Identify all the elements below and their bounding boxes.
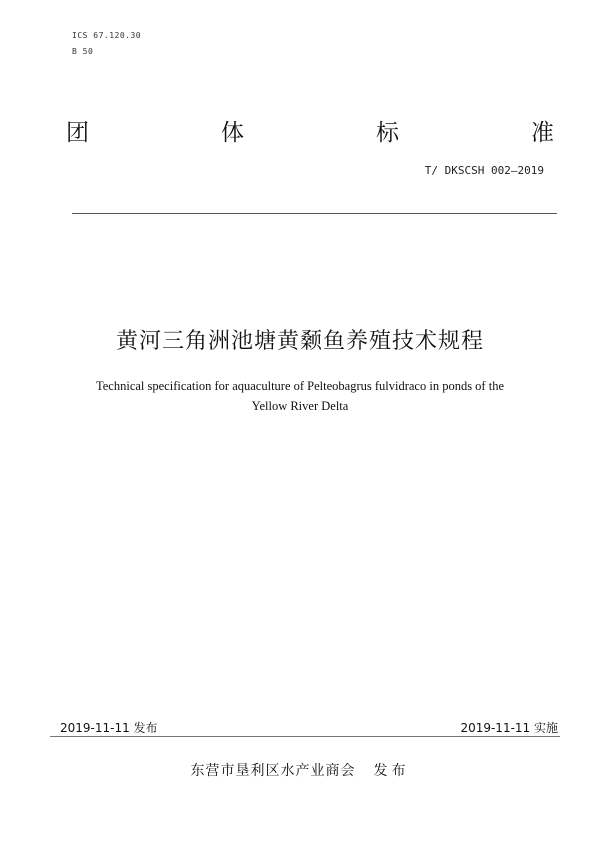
ccs-code: B 50 — [72, 47, 94, 56]
title-english — [60, 376, 540, 416]
publisher-action: 发布 — [373, 763, 410, 779]
heading-char: 团 — [66, 120, 89, 146]
heading-char: 准 — [531, 120, 554, 146]
document-type-heading — [66, 114, 554, 147]
title-chinese: 黄河三角洲池塘黄颡鱼养殖技术规程 — [115, 329, 484, 354]
publisher-line — [0, 760, 600, 780]
title-english-line: Yellow River Delta — [251, 399, 349, 413]
header-divider — [72, 213, 557, 214]
heading-char: 标 — [376, 120, 399, 146]
standard-number: T/ DKSCSH 002—2019 — [424, 164, 544, 177]
implementation-date: 2019-11-11 实施 — [460, 721, 558, 735]
title-english-line: Technical specification for aquaculture of Pelteobagrus fulvidraco in ponds of the — [95, 379, 504, 393]
issue-date: 2019-11-11 发布 — [60, 721, 158, 735]
heading-char: 体 — [221, 120, 244, 146]
ics-code: ICS 67.120.30 — [72, 31, 142, 40]
footer-divider — [50, 736, 560, 737]
publisher-name: 东营市垦利区水产业商会 — [190, 763, 356, 779]
